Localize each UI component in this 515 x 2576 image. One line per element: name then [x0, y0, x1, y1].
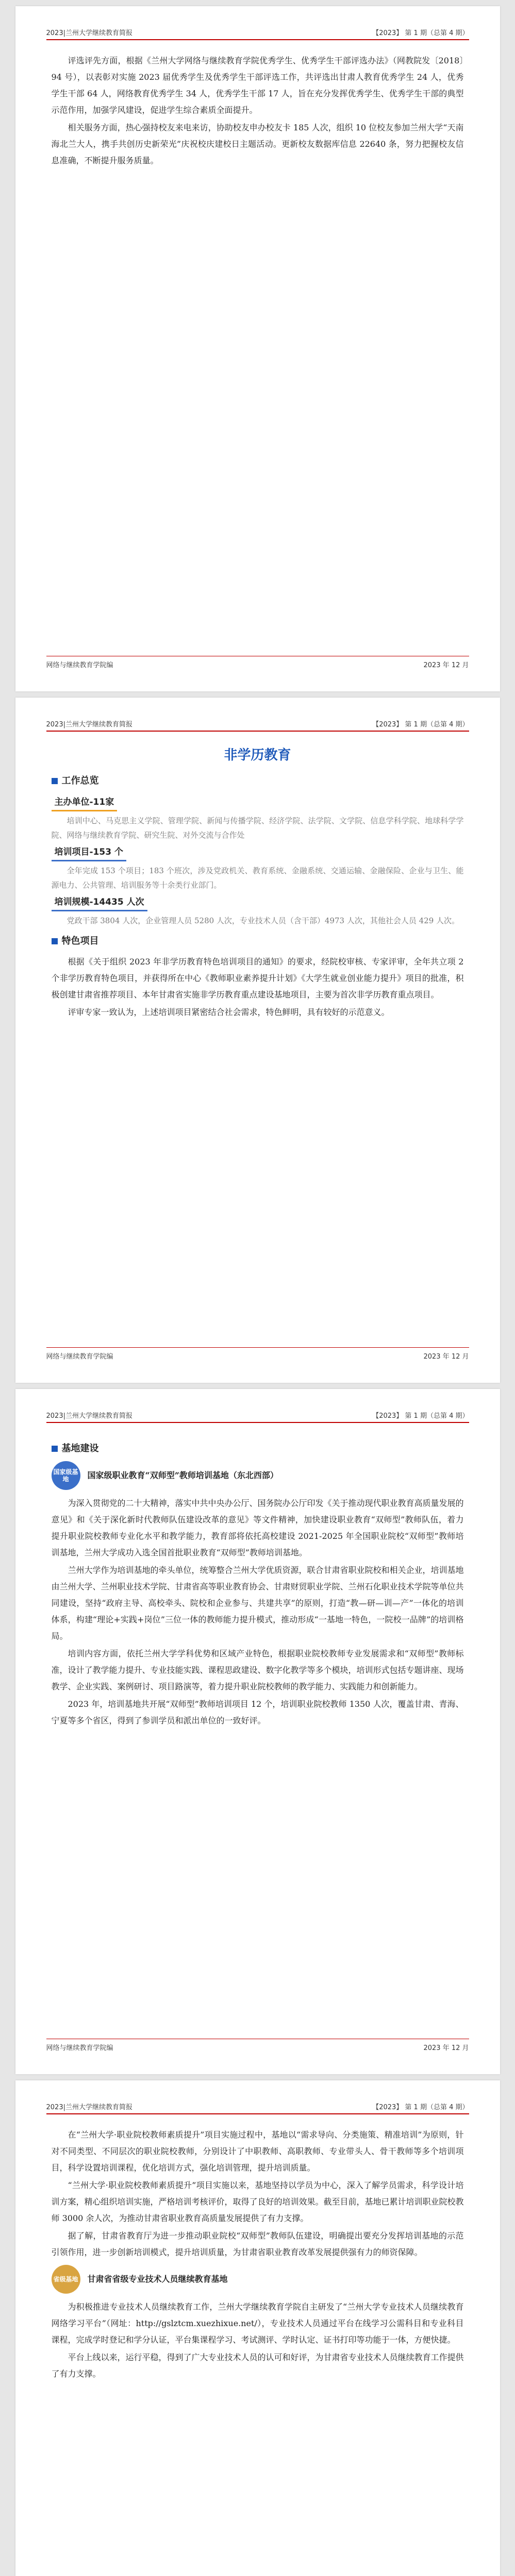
subsection-tag: 培训项目-153 个: [52, 845, 126, 861]
footer-left: 网络与继续教育学院编: [46, 1353, 113, 1361]
header-left: 2023|兰州大学继续教育简报: [46, 29, 132, 37]
footer-right: 2023 年 12 月: [423, 1353, 469, 1361]
base-title: 甘肃省省级专业技术人员继续教育基地: [87, 2274, 228, 2284]
section-heading: [52, 773, 464, 789]
page-2: [15, 698, 500, 1383]
header-right: 【2023】 第 1 期（总第 4 期）: [372, 1412, 469, 1420]
header-left: 2023|兰州大学继续教育简报: [46, 2104, 132, 2111]
page-content: [52, 1435, 464, 1730]
square-bullet-icon: [52, 778, 58, 784]
page-1: [15, 6, 500, 691]
paragraph: 相关服务方面，热心强持校友来电来访，协助校友申办校友卡 185 人次，组织 10 位校友参加兰州大学“天南海北兰大人，携手共创历史新荣光”庆祝校庆建校日主题活动。更新校友数据库信息 22640 条，努力把握校友信息准确，不断提升服务质量。: [51, 123, 464, 165]
header-right: 【2023】 第 1 期（总第 4 期）: [372, 721, 469, 728]
square-bullet-icon: [52, 1446, 58, 1452]
paragraph: 全年完成 153 个项目；183 个班次，涉及党政机关、教育系统、金融系统、交通运输、金融保险、企业与卫生、能源电力、公共管理、培训服务等十余类行业部门。: [51, 866, 464, 890]
header-right: 【2023】 第 1 期（总第 4 期）: [372, 2104, 469, 2111]
header-right: 【2023】 第 1 期（总第 4 期）: [372, 29, 469, 37]
subsection-tag: 培训规模-14435 人次: [52, 895, 147, 911]
square-bullet-icon: [52, 938, 58, 944]
page-content: [52, 53, 464, 170]
paragraph: 培训中心、马克思主义学院、管理学院、新闻与传播学院、经济学院、法学院、文学院、信息学科学院、地球科学学院、网络与继续教育学院、研究生院、对外交流与合作处: [51, 816, 464, 840]
footer-left: 网络与继续教育学院编: [46, 662, 113, 669]
page-4: [15, 2080, 500, 2576]
page-header: [46, 716, 469, 732]
page-title: 非学历教育: [224, 748, 291, 763]
national-base-badge-icon: 国家级基地: [52, 1461, 80, 1490]
base-title: 国家级职业教育“双师型”教师培训基地（东北西部）: [87, 1470, 278, 1480]
base-heading: [52, 1461, 464, 1490]
paragraph: 根据《关于组织 2023 年非学历教育特色培训项目的通知》的要求，经院校审核、专家评审，全年共立项 2 个非学历教育特色项目，并获得所在中心《教师职业素养提升计划》《大学生就业创业能力提升》项目的批准，积极创建甘肃省推荐项目、本年甘肃省实施非学历教育重点建设基地项目，主要为首次非学历教育重点项目。: [51, 957, 464, 999]
paragraph: 党政干部 3804 人次，企业管理人员 5280 人次，专业技术人员（含干部）4973 人次，其他社会人员 429 人次。: [67, 916, 460, 925]
paragraph: 平台上线以来，运行平稳，得到了广大专业技术人员的认可和好评，为甘肃省专业技术人员继续教育工作提供了有力支撑。: [51, 2352, 464, 2379]
page-content: [52, 2127, 464, 2383]
section-heading: [52, 933, 464, 950]
footer-left: 网络与继续教育学院编: [46, 2044, 113, 2052]
page-footer: [46, 1347, 469, 1362]
provincial-base-badge-icon: 省级基地: [52, 2265, 80, 2294]
paragraph: 在“兰州大学·职业院校教师素质提升”项目实施过程中，基地以“需求导向、分类施策、精准培训”为原则，针对不同类型、不同层次的职业院校教师，分别设计了中职教师、高职教师、专业带头人、骨干教师等多个培训项目，科学设置培训课程，优化培训方式，强化培训管理，提升培训质量。: [51, 2130, 464, 2173]
section-heading: [52, 1440, 464, 1457]
paragraph: 据了解，甘肃省教育厅为进一步推动职业院校“双师型”教师队伍建设，明确提出要充分发挥培训基地的示范引领作用，进一步创新培训模式，提升培训质量，为甘肃省职业教育改革发展提供强有力的师资保障。: [51, 2231, 464, 2257]
footer-right: 2023 年 12 月: [423, 662, 469, 669]
paragraph: 为积极推进专业技术人员继续教育工作，兰州大学继续教育学院自主研发了“兰州大学专业技术人员继续教育网络学习平台”（网址：http://gslztcm.xuezhixue.net/），专业技术人员通过平台在线学习公需科目和专业科目课程，完成学时登记和学分认证，平台集课程学习、考试测评、学时认定、证书打印等功能于一体，方便快捷。: [51, 2302, 464, 2345]
footer-right: 2023 年 12 月: [423, 2044, 469, 2052]
paragraph: 评审专家一致认为，上述培训项目紧密结合社会需求，特色鲜明，具有较好的示范意义。: [68, 1007, 390, 1017]
section-heading-text: 特色项目: [61, 936, 99, 946]
section-heading-text: 工作总览: [61, 775, 99, 786]
page-content: [52, 744, 464, 1022]
paragraph: 兰州大学作为培训基地的牵头单位，统筹整合兰州大学优质资源，联合甘肃省职业院校和相关企业，培训基地由兰州大学、兰州职业技术学院、甘肃省高等职业教育协会、甘肃财贸职业学院、兰州石化职业技术学院等单位共同建设，坚持“政府主导、高校牵头、院校和企业参与、共建共享”的原则，打造“教—研—训—产”一体化的培训体系，构建“理论+实践+岗位”三位一体的教师能力提升模式，推动形成“一基地一特色，一院校一品牌”的培训格局。: [51, 1565, 464, 1641]
page-3: [15, 1389, 500, 2074]
page-footer: [46, 2039, 469, 2054]
base-heading: [52, 2265, 464, 2294]
paragraph: “兰州大学·职业院校教师素质提升”项目实施以来，基地坚持以学员为中心，深入了解学员需求，科学设计培训方案，精心组织培训实施，严格培训考核评价，取得了良好的培训效果。截至目前，基地已累计培训职业院校教师 3000 余人次，为推动甘肃省职业教育高质量发展提供了有力支撑。: [51, 2180, 464, 2223]
section-heading-text: 基地建设: [61, 1443, 99, 1454]
header-left: 2023|兰州大学继续教育简报: [46, 721, 132, 728]
header-left: 2023|兰州大学继续教育简报: [46, 1412, 132, 1420]
page-header: [46, 1408, 469, 1423]
paragraph: 为深入贯彻党的二十大精神，落实中共中央办公厅、国务院办公厅印发《关于推动现代职业教育高质量发展的意见》和《关于深化新时代教师队伍建设改革的意见》等文件精神，加快建设职业教育“双师型”教师队伍，着力提升职业院校教师专业化水平和教学能力，教育部将依托高校建设 2021-2025 年全国职业院校“双师型”教师培训基地，兰州大学成功入选全国首批职业教育“双师型”教师培训基地。: [51, 1498, 464, 1557]
page-header: [46, 2099, 469, 2114]
page-footer: [46, 656, 469, 671]
paragraph: 评选评先方面，根据《兰州大学网络与继续教育学院优秀学生、优秀学生干部评选办法》（网教院发〔2018〕94 号），以表彰对实施 2023 届优秀学生及优秀学生干部评选工作，共评选出甘肃人教育优秀学生 24 人，优秀学生干部 64 人，网络教育优秀学生 34 人，优秀学生干部 17 人，旨在充分发挥优秀学生、优秀学生干部的典型示范作用，加强学风建设，促进学生综合素质全面提升。: [51, 56, 464, 115]
paragraph: 培训内容方面，依托兰州大学学科优势和区域产业特色，根据职业院校教师专业发展需求和“双师型”教师标准，设计了教学能力提升、专业技能实践、课程思政建设、数字化教学等多个模块，培训形式包括专题讲座、现场教学、企业实践、案例研讨、项目路演等，着力提升职业院校教师的教学能力、实践能力和创新能力。: [51, 1649, 464, 1691]
subsection-tag: 主办单位-11家: [52, 795, 118, 811]
paragraph: 2023 年，培训基地共开展“双师型”教师培训项目 12 个，培训职业院校教师 1350 人次，覆盖甘肃、青海、宁夏等多个省区，得到了参训学员和派出单位的一致好评。: [51, 1699, 464, 1725]
page-header: [46, 25, 469, 40]
